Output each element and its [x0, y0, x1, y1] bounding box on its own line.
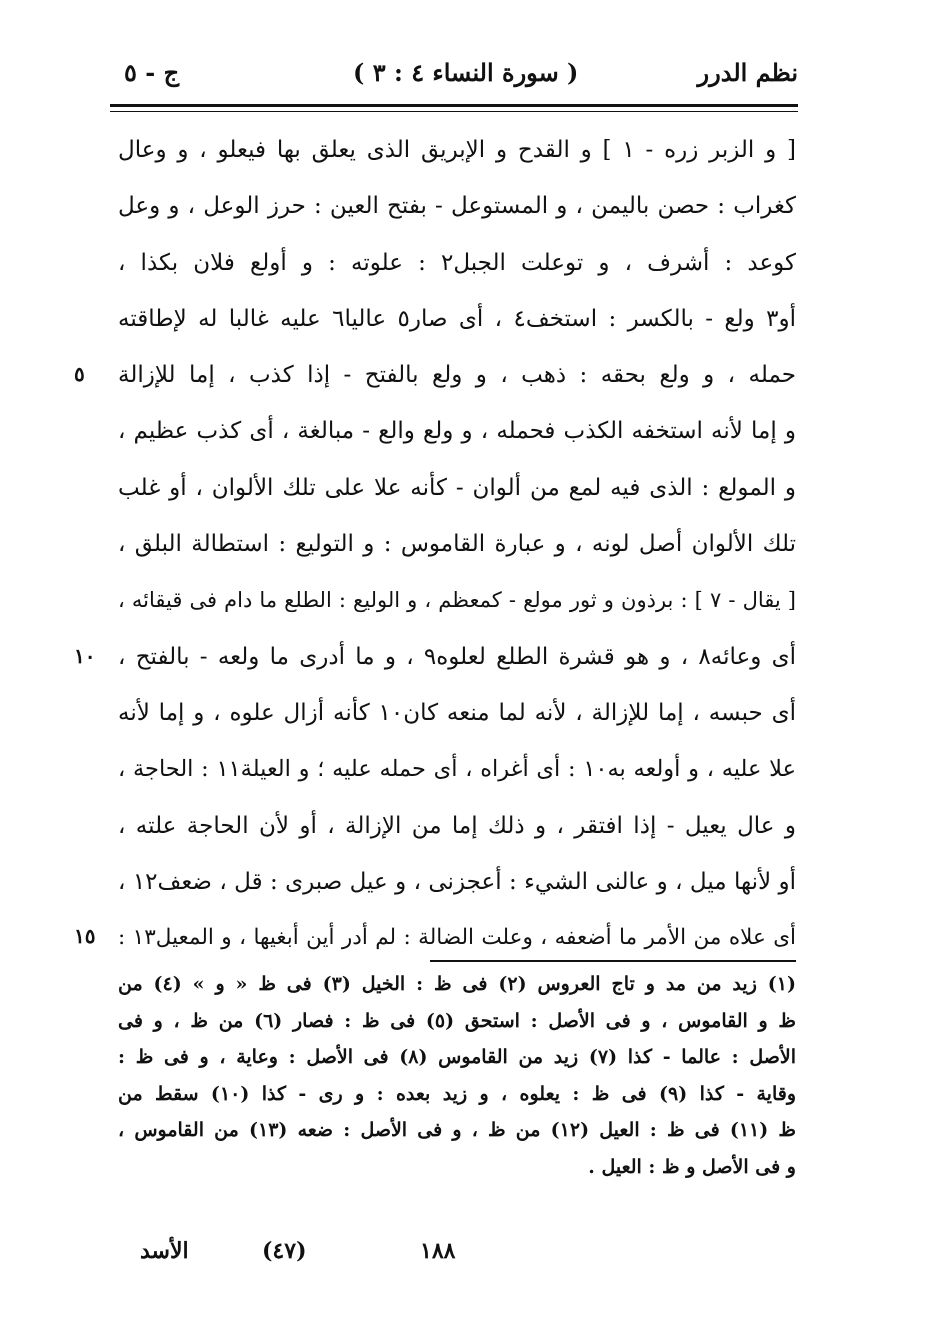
text-line: [ و الزبر زره - ١ ] و القدح و الإبريق الذى يعلق بها فيعلو ، و وعال: [118, 137, 796, 163]
footnote-line: و فى الأصل و ظ : العيل .: [588, 1155, 796, 1178]
text-line: تلك الألوان أصل لونه ، و عبارة القاموس : و التوليع : استطالة البلق ،: [118, 531, 796, 558]
text-line: أو لأنها ميل ، و عالنى الشيء : أعجزنى ، و عيل صبرى : قل ، ضعف١٢ ،: [118, 868, 796, 895]
main-text: [118, 122, 796, 966]
text-line: حمله ، و ولع بحقه : ذهب ، و ولع بالفتح - إذا كذب ، إما للإزالة: [118, 362, 796, 389]
header-rule-thin: [110, 111, 798, 112]
page-footer: [0, 1238, 938, 1278]
volume-label: ج - ٥: [124, 58, 180, 87]
text-line: [ يقال - ٧ ] : برذون و ثور مولع - كمعظم ، و الوليع : الطلع ما دام فى قيقائه ،: [118, 588, 796, 613]
footnote-line: ظ و القاموس ، و فى الأصل : استحق (٥) فى ظ : فصار (٦) من ظ ، و فى: [118, 1009, 796, 1032]
footnote-line: ظ (١١) فى ظ : العيل (١٢) من ظ ، و فى الأصل : ضعه (١٣) من القاموس ،: [118, 1119, 796, 1141]
text-line: أى وعائه٨ ، و هو قشرة الطلع لعلوه٩ ، و ما أدرى ما ولعه - بالفتح ،: [118, 643, 796, 670]
line-number: ٥: [74, 362, 85, 386]
text-line: علا عليه ، و أولعه به١٠ : أى أغراه ، أى حمله عليه ؛ و العيلة١١ : الحاجة ،: [118, 756, 796, 783]
gathering-number: (٤٧): [262, 1238, 307, 1264]
footnote-separator: [430, 960, 796, 962]
text-line: كغراب : حصن باليمن ، و المستوعل - بفتح العين : حرز الوعل ، و وعل: [118, 193, 796, 220]
footnote-line: وقاية - كذا (٩) فى ظ : يعلوه ، و زيد بعده : و رى - كذا (١٠) سقط من: [118, 1082, 796, 1105]
text-line: أى علاه من الأمر ما أضعفه ، وعلت الضالة : لم أدر أين أبغيها ، و المعيل١٣ :: [118, 925, 796, 951]
text-line: و عال يعيل - إذا افتقر ، و ذلك إما من الإزالة ، أو لأن الحاجة علته ،: [118, 812, 796, 839]
text-line: أو٣ ولع - بالكسر : استخف٤ ، أى صار٥ عاليا٦ عليه غالبا له لإطاقته: [118, 305, 796, 332]
text-line: كوعد : أشرف ، و توعلت الجبل٢ : علوته : و أولع فلان بكذا ،: [118, 249, 796, 276]
text-line: و إما لأنه استخفه الكذب فحمله ، و ولع والع - مبالغة ، أى كذب عظيم ،: [118, 418, 796, 445]
footnotes: [118, 966, 796, 1185]
header-rule-thick: [110, 104, 798, 107]
signature-mark: الأسد: [140, 1238, 189, 1264]
running-header: [118, 58, 798, 102]
line-number: ١٥: [74, 924, 96, 948]
text-line: أى حبسه ، إما للإزالة ، لأنه لما منعه كان١٠ كأنه أزال علوه ، و إما لأنه: [118, 699, 796, 726]
page-number: ١٨٨: [420, 1238, 456, 1264]
surah-reference: ( سورة النساء ٤ : ٣ ): [353, 58, 579, 87]
footnote-line: (١) زيد من مد و تاج العروس (٢) فى ظ : الخيل (٣) فى ظ « و » (٤) من: [118, 973, 796, 995]
book-title: نظم الدرر: [697, 58, 798, 87]
line-number: ١٠: [74, 644, 96, 668]
footnote-line: الأصل : عالما - كذا (٧) زيد من القاموس (٨) فى الأصل : وعاية ، و فى ظ :: [118, 1046, 796, 1068]
text-line: و المولع : الذى فيه لمع من ألوان - كأنه علا على تلك الألوان ، أو غلب: [118, 474, 796, 501]
